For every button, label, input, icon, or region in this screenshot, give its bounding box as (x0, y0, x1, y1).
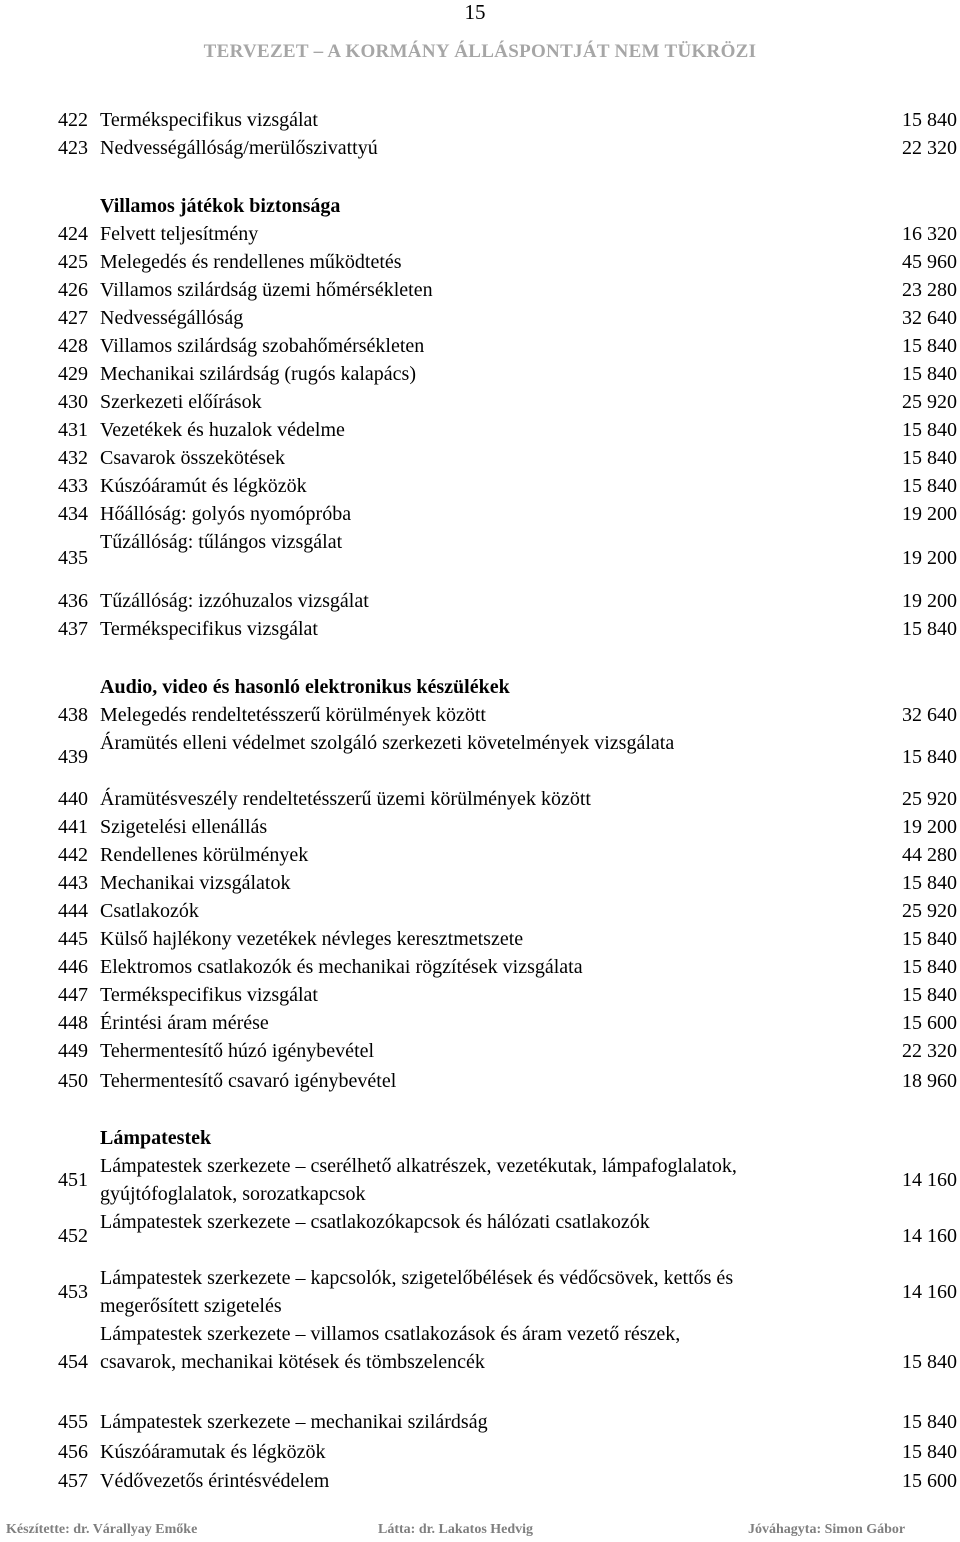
row-number: 445 (58, 928, 88, 950)
row-price: 25 920 (902, 788, 957, 810)
row-price: 18 960 (902, 1070, 957, 1092)
row-price: 15 840 (902, 1441, 957, 1463)
row-price: 15 840 (902, 872, 957, 894)
row-number: 454 (58, 1351, 88, 1373)
row-price: 14 160 (902, 1225, 957, 1247)
row-description: Elektromos csatlakozók és mechanikai rögzítések vizsgálata (100, 956, 583, 978)
row-number: 432 (58, 447, 88, 469)
row-description: Termékspecifikus vizsgálat (100, 109, 318, 131)
row-description: Lámpatestek szerkezete – mechanikai szilárdság (100, 1411, 488, 1433)
row-price: 15 840 (902, 335, 957, 357)
row-number: 457 (58, 1470, 88, 1492)
row-description: Szigetelési ellenállás (100, 816, 268, 838)
row-number: 443 (58, 872, 88, 894)
section-heading-text: Lámpatestek (100, 1127, 212, 1149)
row-number: 450 (58, 1070, 88, 1092)
row-price: 25 920 (902, 391, 957, 413)
row-description: Mechanikai vizsgálatok (100, 872, 291, 894)
page-footer (0, 1520, 960, 1542)
row-price: 14 160 (902, 1169, 957, 1191)
row-description: Tűzállóság: tűlángos vizsgálat (100, 531, 343, 553)
row-description: Csatlakozók (100, 900, 199, 922)
footer-approver: Jóváhagyta: Simon Gábor (748, 1522, 906, 1537)
row-price: 15 600 (902, 1012, 957, 1034)
row-number: 433 (58, 475, 88, 497)
section-heading-text: Villamos játékok biztonsága (100, 195, 341, 217)
row-description: Lámpatestek szerkezete – cserélhető alkatrészek, vezetékutak, lámpafoglalatok, gyújtófoglalatok, sorozatkapcsok (100, 1155, 737, 1205)
row-price: 15 840 (902, 363, 957, 385)
row-number: 453 (58, 1281, 88, 1303)
row-price: 15 840 (902, 109, 957, 131)
row-description: Csavarok összekötések (100, 447, 285, 469)
row-price: 19 200 (902, 503, 957, 525)
row-description: Vezetékek és huzalok védelme (100, 419, 345, 441)
row-price: 15 840 (902, 984, 957, 1006)
row-number: 447 (58, 984, 88, 1006)
row-price: 19 200 (902, 590, 957, 612)
row-number: 431 (58, 419, 88, 441)
row-number: 444 (58, 900, 88, 922)
row-description: Érintési áram mérése (100, 1012, 269, 1034)
row-price: 15 840 (902, 1411, 957, 1433)
page-number: 15 (464, 0, 486, 24)
row-description: Termékspecifikus vizsgálat (100, 618, 318, 640)
row-description: Szerkezeti előírások (100, 391, 262, 413)
row-price: 44 280 (902, 844, 957, 866)
row-description: Tehermentesítő csavaró igénybevétel (100, 1070, 397, 1092)
row-number: 449 (58, 1040, 88, 1062)
row-price: 23 280 (902, 279, 957, 301)
row-number: 438 (58, 704, 88, 726)
row-number: 424 (58, 223, 88, 245)
row-description: Lámpatestek szerkezete – villamos csatlakozások és áram vezető részek, csavarok, mechanikai kötések és tömbszelencék (100, 1323, 681, 1373)
row-price: 19 200 (902, 547, 957, 569)
row-number: 427 (58, 307, 88, 329)
row-price: 15 840 (902, 419, 957, 441)
row-price: 15 840 (902, 618, 957, 640)
footer-reviewer: Látta: dr. Lakatos Hedvig (378, 1522, 534, 1537)
row-number: 425 (58, 251, 88, 273)
row-number: 436 (58, 590, 88, 612)
row-price: 15 840 (902, 956, 957, 978)
row-description: Tehermentesítő húzó igénybevétel (100, 1040, 375, 1062)
row-number: 452 (58, 1225, 88, 1247)
row-price: 32 640 (902, 704, 957, 726)
row-description: Lámpatestek szerkezete – kapcsolók, szigetelőbélések és védőcsövek, kettős és megerősített szigetelés (100, 1267, 734, 1317)
row-number: 423 (58, 137, 88, 159)
row-description: Nedvességállóság (100, 307, 244, 329)
row-number: 430 (58, 391, 88, 413)
row-number: 440 (58, 788, 88, 810)
row-price: 16 320 (902, 223, 957, 245)
row-price: 45 960 (902, 251, 957, 273)
row-number: 441 (58, 816, 88, 838)
row-number: 429 (58, 363, 88, 385)
section-heading-text: Audio, video és hasonló elektronikus készülékek (100, 676, 510, 698)
row-price: 15 840 (902, 746, 957, 768)
row-number: 451 (58, 1169, 88, 1191)
draft-banner: TERVEZET – A KORMÁNY ÁLLÁSPONTJÁT NEM TÜKRÖZI (203, 41, 757, 62)
row-price: 15 840 (902, 1351, 957, 1373)
row-description: Melegedés rendeltetésszerű körülmények között (100, 704, 486, 726)
row-number: 428 (58, 335, 88, 357)
row-number: 434 (58, 503, 88, 525)
row-description: Rendellenes körülmények (100, 844, 309, 866)
row-number: 439 (58, 746, 88, 768)
row-number: 426 (58, 279, 88, 301)
row-price: 15 840 (902, 928, 957, 950)
row-number: 455 (58, 1411, 88, 1433)
row-price: 19 200 (902, 816, 957, 838)
row-price: 25 920 (902, 900, 957, 922)
row-price: 15 840 (902, 475, 957, 497)
row-number: 448 (58, 1012, 88, 1034)
row-price: 15 600 (902, 1470, 957, 1492)
row-price: 14 160 (902, 1281, 957, 1303)
row-description: Áramütésveszély rendeltetésszerű üzemi körülmények között (100, 788, 591, 810)
row-description: Nedvességállóság/merülőszivattyú (100, 137, 378, 159)
row-number: 442 (58, 844, 88, 866)
row-number: 446 (58, 956, 88, 978)
row-price: 22 320 (902, 1040, 957, 1062)
row-price: 22 320 (902, 137, 957, 159)
row-description: Mechanikai szilárdság (rugós kalapács) (100, 363, 416, 385)
row-price: 32 640 (902, 307, 957, 329)
row-description: Lámpatestek szerkezete – csatlakozókapcsok és hálózati csatlakozók (100, 1211, 650, 1233)
row-number: 456 (58, 1441, 88, 1463)
row-description: Külső hajlékony vezetékek névleges keresztmetszete (100, 928, 524, 950)
row-description: Kúszóáramutak és légközök (100, 1441, 326, 1463)
row-price: 15 840 (902, 447, 957, 469)
row-description: Felvett teljesítmény (100, 223, 259, 245)
row-description: Villamos szilárdság üzemi hőmérsékleten (100, 279, 433, 301)
row-description: Védővezetős érintésvédelem (100, 1470, 330, 1492)
row-description: Tűzállóság: izzóhuzalos vizsgálat (100, 590, 369, 612)
row-number: 435 (58, 547, 88, 569)
row-description: Hőállóság: golyós nyomópróba (100, 503, 352, 525)
row-description: Villamos szilárdság szobahőmérsékleten (100, 335, 425, 357)
row-description: Melegedés és rendellenes működtetés (100, 251, 402, 273)
row-description: Kúszóáramút és légközök (100, 475, 307, 497)
row-number: 437 (58, 618, 88, 640)
footer-author: Készítette: dr. Várallyay Emőke (6, 1522, 198, 1537)
row-description: Termékspecifikus vizsgálat (100, 984, 318, 1006)
row-description: Áramütés elleni védelmet szolgáló szerkezeti követelmények vizsgálata (100, 732, 675, 754)
row-number: 422 (58, 109, 88, 131)
